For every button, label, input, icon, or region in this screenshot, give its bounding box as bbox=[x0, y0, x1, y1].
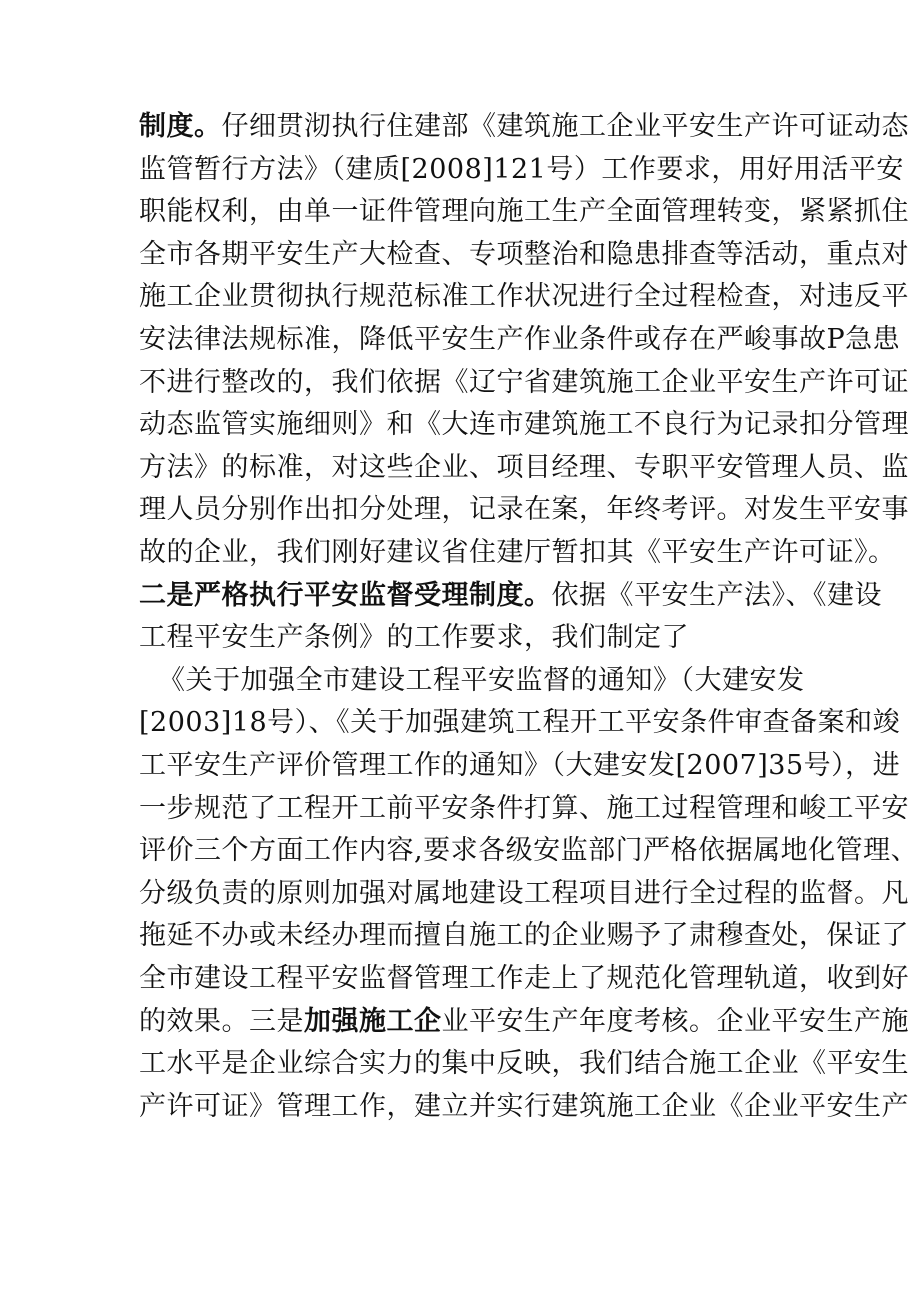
bold-text-run: 加强施工企 bbox=[304, 1005, 442, 1037]
text-run: 工程平安生产条例》的工作要求，我们制定了 bbox=[139, 622, 689, 654]
text-line bbox=[139, 277, 909, 317]
text-line bbox=[139, 1087, 909, 1127]
text-run: 一步规范了工程开工前平安条件打算、施工过程管理和峻工平安 bbox=[139, 792, 909, 824]
text-run: 工平安生产评价管理工作的通知》（大建安发[2007]35号），进 bbox=[139, 750, 901, 781]
text-run: 全市各期平安生产大检查、专项整治和隐患排查等活动，重点对 bbox=[139, 238, 909, 270]
text-run: 施工企业贯彻执行规范标准工作状况进行全过程检查，对违反平 bbox=[139, 281, 909, 313]
bold-text-run: 二是严格执行平安监督受理制度。 bbox=[139, 579, 552, 611]
text-run: 拖延不办或未经办理而擅自施工的企业赐予了肃穆查处，保证了 bbox=[139, 920, 909, 952]
text-line bbox=[139, 363, 909, 403]
text-line bbox=[139, 1044, 909, 1084]
text-line bbox=[139, 235, 909, 275]
text-run: 《关于加强全市建设工程平安监督的通知》（大建安发 bbox=[158, 664, 805, 696]
text-run: 职能权利，由单一证件管理向施工生产全面管理转变，紧紧抓住 bbox=[139, 196, 909, 228]
text-line bbox=[139, 107, 909, 147]
text-run: 不进行整改的，我们依据《辽宁省建筑施工企业平安生产许可证 bbox=[139, 366, 909, 398]
text-run: 全市建设工程平安监督管理工作走上了规范化管理轨道，收到好 bbox=[139, 963, 909, 994]
text-line bbox=[139, 448, 909, 488]
text-run: 产许可证》管理工作，建立并实行建筑施工企业《企业平安生产 bbox=[139, 1090, 909, 1122]
text-run: 方法》的标准，对这些企业、项目经理、专职平安管理人员、监 bbox=[139, 451, 909, 483]
bold-text-run: 制度。 bbox=[139, 111, 222, 142]
text-line bbox=[139, 320, 900, 360]
text-line bbox=[139, 831, 918, 871]
text-line bbox=[139, 533, 896, 573]
text-line bbox=[139, 874, 909, 914]
text-run: 工水平是企业综合实力的集中反映，我们结合施工企业《平安生 bbox=[139, 1048, 909, 1080]
text-run: 动态监管实施细则》和《大连市建筑施工不良行为记录扣分管理 bbox=[139, 409, 909, 441]
text-line bbox=[158, 661, 805, 701]
text-run: 业平安生产年度考核。企业平安生产施 bbox=[441, 1005, 909, 1037]
text-run: 评价三个方面工作内容,要求各级安监部门严格依据属地化管理、 bbox=[139, 835, 919, 867]
text-line bbox=[139, 789, 909, 829]
text-line bbox=[139, 405, 909, 445]
text-run: 的效果。三是 bbox=[139, 1005, 304, 1037]
text-line bbox=[139, 1002, 909, 1042]
text-line bbox=[139, 618, 689, 658]
text-run: 监管暂行方法》（建质[2008]121号）工作要求，用好用活平安 bbox=[139, 153, 904, 185]
text-line bbox=[139, 192, 909, 232]
text-run: 依据《平安生产法》、《建设 bbox=[551, 579, 882, 611]
text-line bbox=[139, 703, 900, 743]
text-run: 理人员分别作出扣分处理，记录在案，年终考评。对发生平安事 bbox=[139, 494, 909, 526]
text-line bbox=[139, 150, 904, 190]
text-run: [2003]18号）、《关于加强建筑工程开工平安条件审查备案和竣 bbox=[139, 707, 901, 739]
text-line bbox=[139, 959, 909, 999]
text-run: 仔细贯沏执行住建部《建筑施工企业平安生产许可证动态 bbox=[221, 111, 909, 142]
text-line bbox=[139, 916, 909, 956]
text-line bbox=[139, 576, 882, 616]
text-line bbox=[139, 746, 900, 786]
text-line bbox=[139, 490, 909, 530]
text-run: 安法律法规标准，降低平安生产作业条件或存在严峻事故P急患 bbox=[139, 324, 901, 355]
text-run: 故的企业，我们刚好建议省住建厅暂扣其《平安生产许可证》。 bbox=[139, 537, 896, 568]
text-run: 分级负责的原则加强对属地建设工程项目进行全过程的监督。凡 bbox=[139, 877, 909, 909]
